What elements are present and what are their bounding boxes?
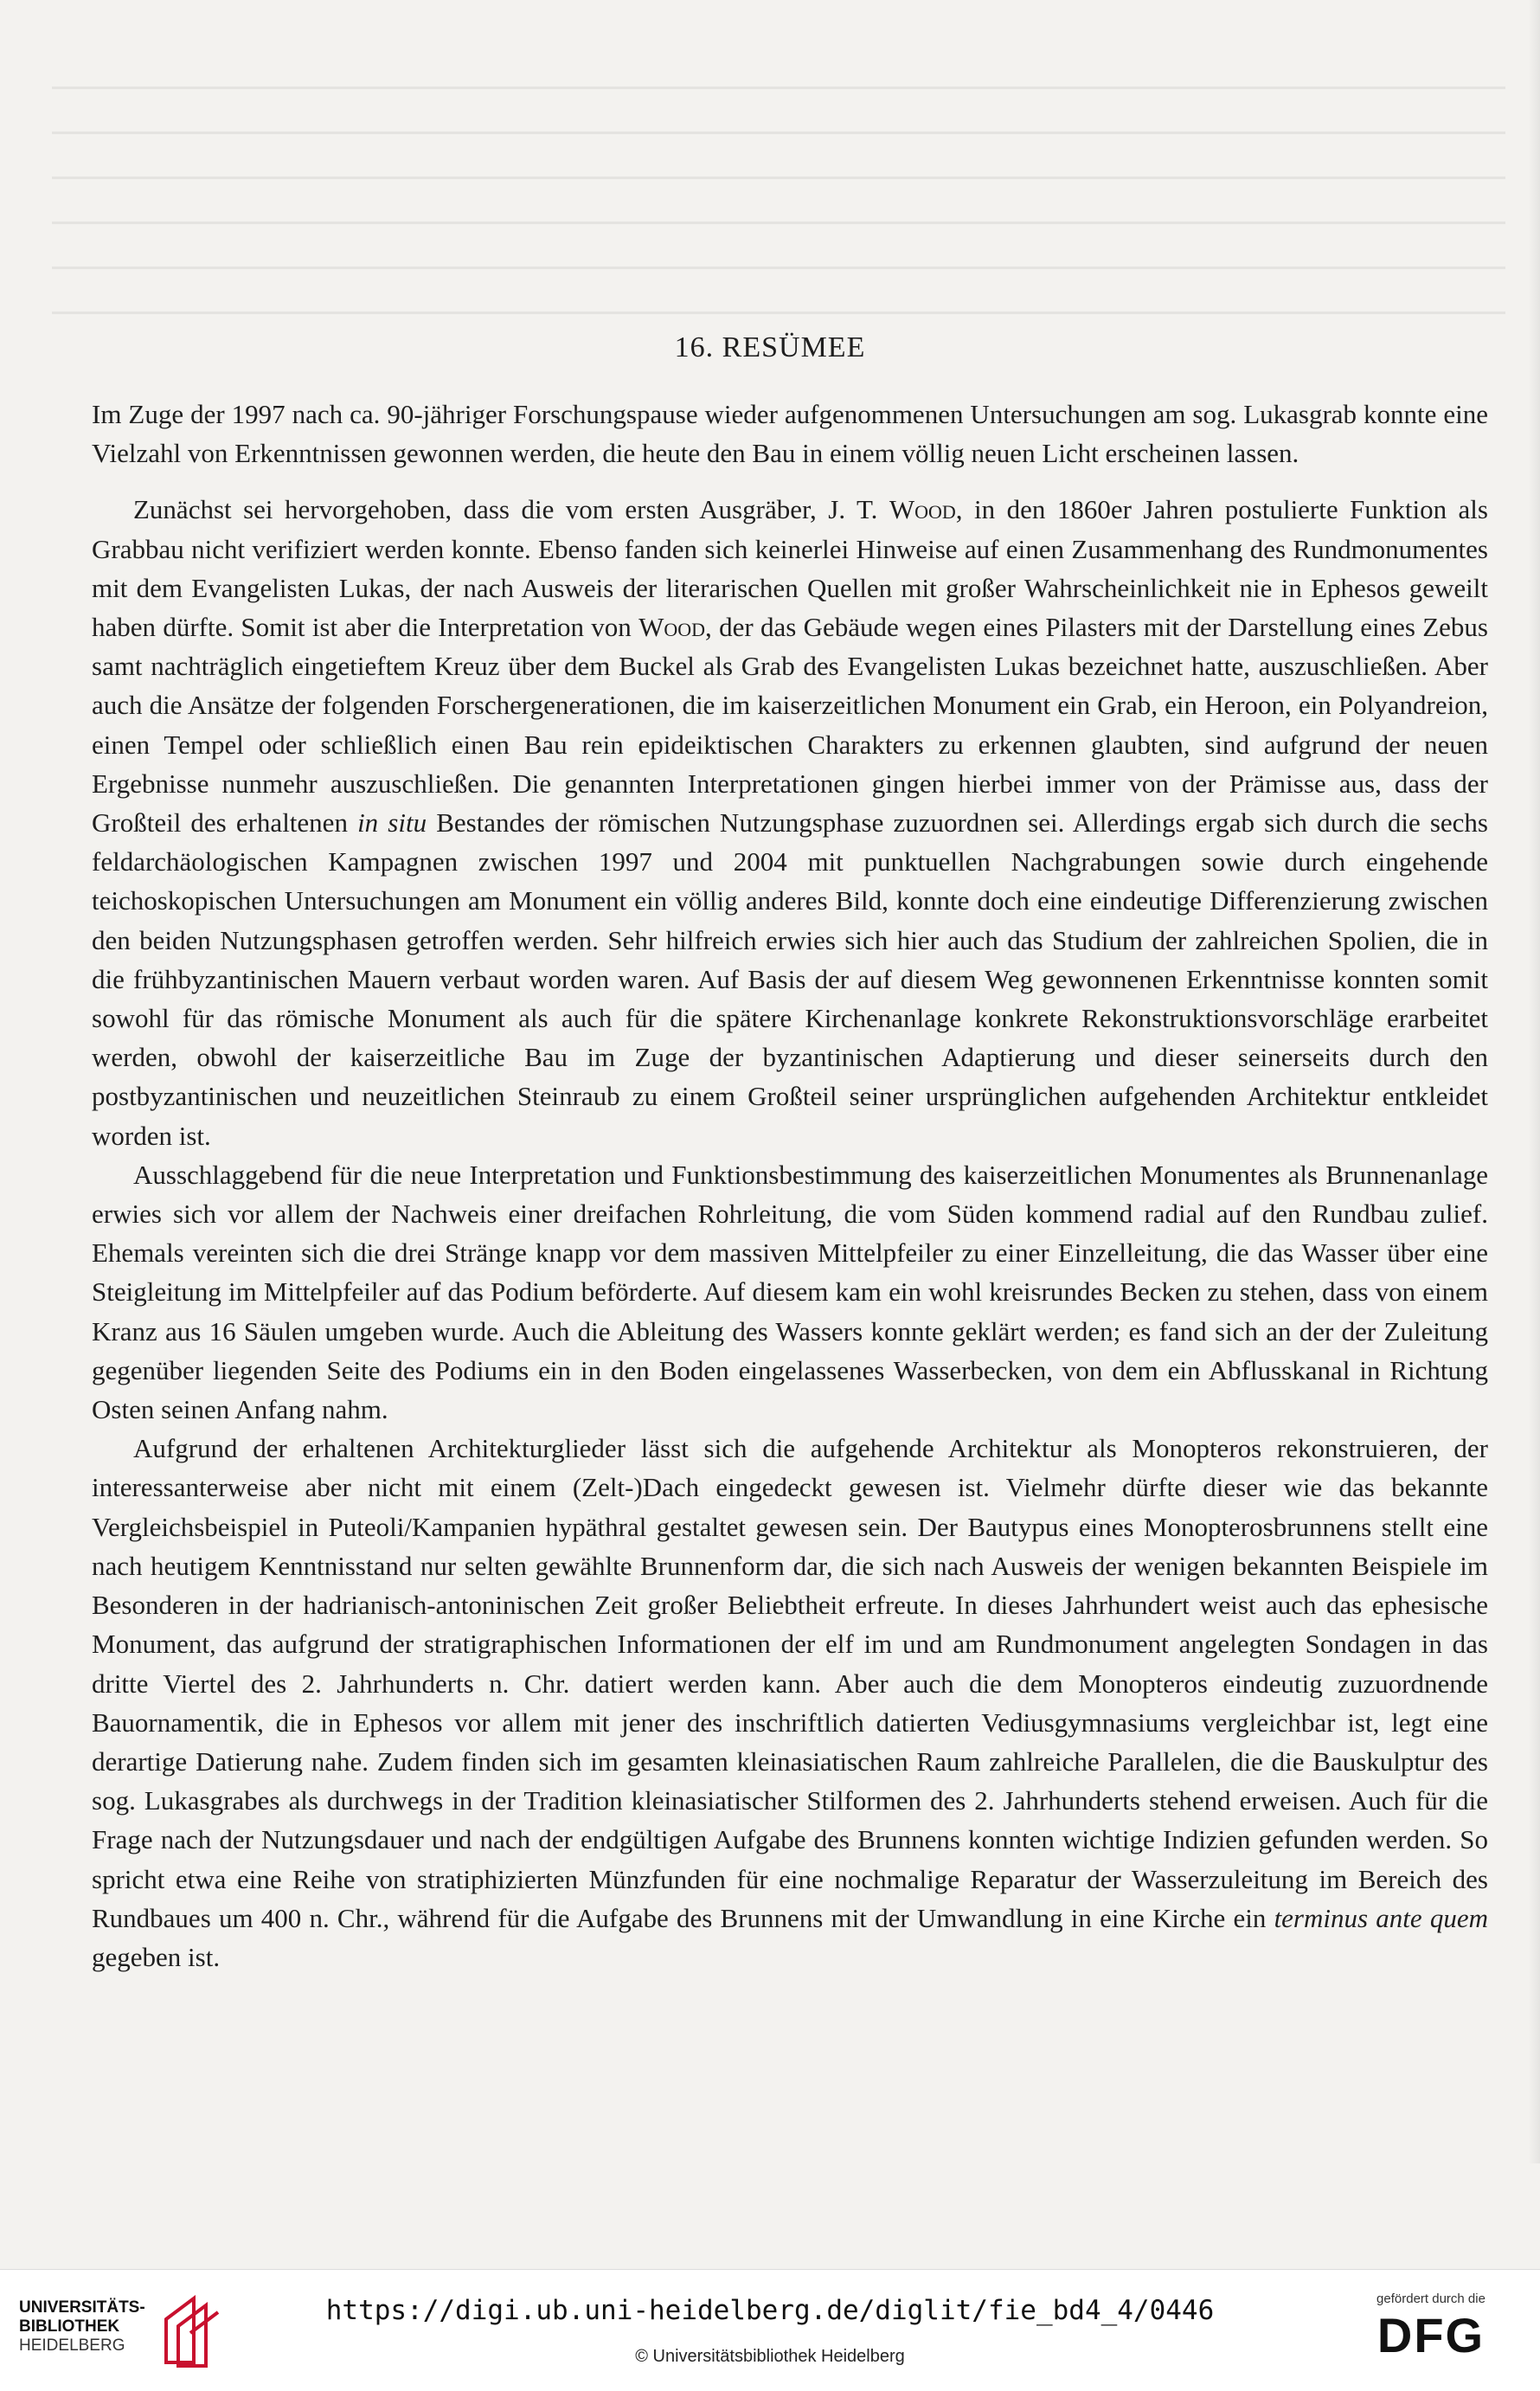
dfg-logo[interactable] [1353,2291,1509,2362]
section-heading: 16. RESÜMEE [674,331,866,363]
page-edge-shadow [1528,0,1540,2163]
italic-term: terminus ante quem [1274,1902,1488,1933]
paragraph-1: Im Zuge der 1997 nach ca. 90-jähriger Forschungspause wieder aufgenommenen Untersuchungen am sog. Lukasgrab konnte eine Vielzahl von Erkenntnissen gewonnen werden, die heute den Bau in einem völlig neuen Licht erscheinen lassen. [92,399,1488,469]
logo-text-line1: UNIVERSITÄTS- [19,2298,145,2317]
logo-text-line3: HEIDELBERG [19,2336,125,2355]
body-text [92,395,1488,1976]
paragraph-4: Aufgrund der erhaltenen Architekturglieder lässt sich die aufgehende Architektur als Monopteros rekonstruieren, der interessanterweise aber nicht mit einem (Zelt-)Dach eingedeckt gewesen ist. Vielmehr dürfte dieser wie das bekannte Vergleichsbeispiel in Puteoli/Kampanien hypäthral gestaltet gewesen sein. Der Bautypus eines Monopterosbrunnens stellt eine nach heutigem Kenntnisstand nur selten gewählte Brunnenform dar, die sich nach Ausweis der wenigen bekannten Beispiele im Besonderen in der hadrianisch-antoninischen Zeit großer Beliebtheit erfreute. In dieses Jahrhundert weist auch das ephesische Monument, das aufgrund der stratigraphischen Informationen der elf im und am Rundmonument angelegten Sondagen in das dritte Viertel des 2. Jahrhunderts n. Chr. datiert werden kann. Aber auch die dem Monopteros eindeutig zuzuordnende Bauornamentik, die in Ephesos vor allem mit jener des inschriftlich datierten Vediusgymnasiums vergleichbar ist, legt eine derartige Datierung nahe. Zudem finden sich im gesamten kleinasiatischen Raum zahlreiche Parallelen, die die Bauskulptur des sog. Lukasgrabes als durchwegs in der Tradition kleinasiatischer Stilformen des 2. Jahrhunderts stehend erweisen. Auch für die Frage nach der Nutzungsdauer und nach der endgültigen Aufgabe des Brunnens konnten wichtige Indizien gefunden werden. So spricht etwa eine Reihe von stratiphizierten Münzfunden für eine nochmalige Reparatur der Wasserzuleitung im Bereich des Rundbaues um 400 n. Chr., während für die Aufgabe des Brunnens mit der Umwandlung in eine Kirche ein terminus ante quem gegeben ist. [92,1433,1488,1972]
dfg-wordmark: DFG [1376,2308,1485,2362]
copyright-notice: © Universitätsbibliothek Heidelberg [635,2347,905,2366]
show-through-text [52,61,1505,337]
page-url-link[interactable]: https://digi.ub.uni-heidelberg.de/diglit/fie_bd4_4/0446 [325,2295,1215,2326]
dfg-caption: gefördert durch die [1376,2291,1485,2306]
author-name-wood: Wood [638,612,706,643]
paragraph-2: Zunächst sei hervorgehoben, dass die vom ersten Ausgräber, J. T. Wood, in den 1860er Jahren postulierte Funktion als Grabbau nicht verifiziert werden konnte. Ebenso fanden sich keinerlei Hinweise auf einen Zusammenhang des Rundmonumentes mit dem Evangelisten Lukas, der nach Ausweis der literarischen Quellen mit großer Wahrscheinlichkeit nie in Ephesos geweilt haben dürfte. Somit ist aber die Interpretation von Wood, der das Gebäude wegen eines Pilasters mit der Darstellung eines Zebus samt nachträglich eingetieftem Kreuz über dem Buckel als Grab des Evangelisten Lukas bezeichnet hatte, auszuschließen. Aber auch die Ansätze der folgenden Forschergenerationen, die im kaiserzeitlichen Monument ein Grab, ein Heroon, ein Polyandreion, einen Tempel oder schließlich einen Bau rein epideiktischen Charakters zu erkennen glaubten, sind aufgrund der neuen Ergebnisse nunmehr auszuschließen. Die genannten Interpretationen gingen hierbei immer von der Prämisse aus, dass der Großteil des erhaltenen in situ Bestandes der römischen Nutzungsphase zuzuordnen sei. Allerdings ergab sich durch die sechs feldarchäologischen Kampagnen zwischen 1997 und 2004 mit punktuellen Nachgrabungen sowie durch eingehende teichoskopischen Untersuchungen am Monument ein völlig anderes Bild, konnte doch eine eindeutige Differenzierung zwischen den beiden Nutzungsphasen getroffen werden. Sehr hilfreich erwies sich hier auch das Studium der zahlreichen Spolien, die in die frühbyzantinischen Mauern verbaut worden waren. Auf Basis der auf diesem Weg gewonnenen Erkenntnisse konnten somit sowohl für das römische Monument als auch für die spätere Kirchenanlage konkrete Rekonstruktionsvorschläge erarbeitet werden, obwohl der kaiserzeitliche Bau im Zuge der byzantinischen Adaptierung und dieser seinerseits durch den postbyzantinischen und neuzeitlichen Steinraub zu einem Großteil seiner ursprünglichen aufgehenden Architektur entkleidet worden ist. [92,494,1488,1151]
author-name-wood: Wood [889,494,956,525]
paragraph-3: Ausschlaggebend für die neue Interpretation und Funktionsbestimmung des kaiserzeitlichen Monumentes als Brunnenanlage erwies sich vor allem der Nachweis einer dreifachen Rohrleitung, die vom Süden kommend radial auf den Rundbau zulief. Ehemals vereinten sich die drei Stränge knapp vor dem massiven Mittelpfeiler zu einer Einzelleitung, die das Wasser über eine Steigleitung im Mittelpfeiler auf das Podium beförderte. Auf diesem kam ein wohl kreisrundes Becken zu stehen, dass von einem Kranz aus 16 Säulen umgeben wurde. Auch die Ableitung des Wassers konnte geklärt werden; es fand sich an der der Zuleitung gegenüber liegenden Seite des Podiums ein in den Boden eingelassenes Wasserbecken, von dem ein Abflusskanal in Richtung Osten seinen Anfang nahm. [92,1159,1488,1425]
italic-term: in situ [357,807,427,839]
logo-text-line2: BIBLIOTHEK [19,2317,120,2336]
